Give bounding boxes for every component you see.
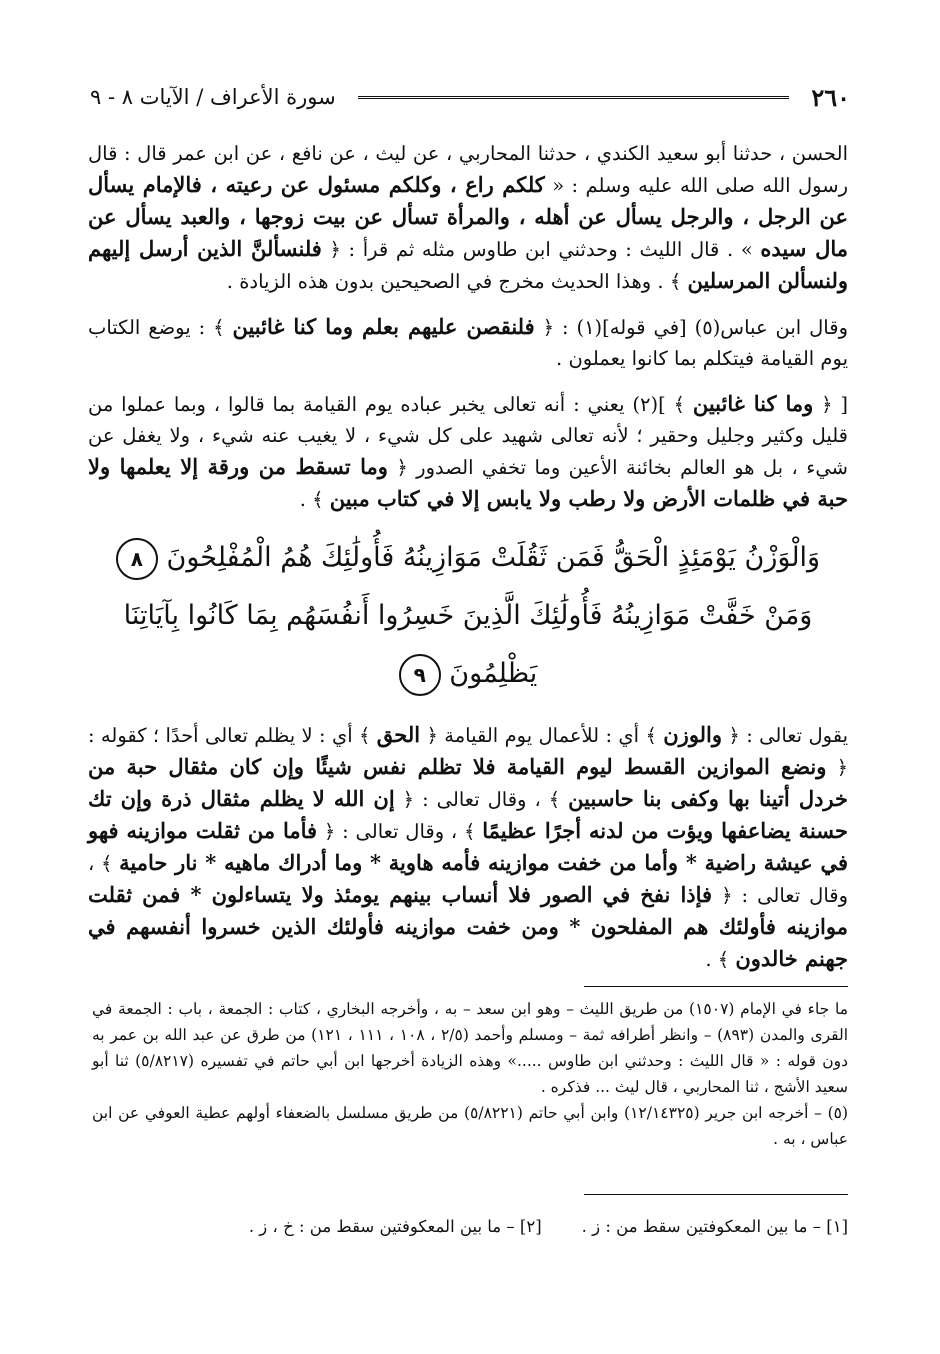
footnotes xyxy=(92,996,848,1152)
text-run: يقول تعالى : ﴿ xyxy=(722,724,849,747)
paragraph-ibn-abbas xyxy=(88,311,848,374)
paragraph-explanation xyxy=(88,388,848,515)
quran-quote: والوزن xyxy=(663,722,723,747)
text-run: ﴾ . وهذا الحديث مخرج في الصحيحين بدون هذه الزيادة . xyxy=(226,270,688,293)
editor-notes-rule xyxy=(584,1194,848,1195)
editor-note-1: [١] – ما بين المعكوفتين سقط من : ز . xyxy=(581,1217,848,1236)
footnote-rule xyxy=(584,986,848,987)
editor-note-2: [٢] – ما بين المعكوفتين سقط من : خ ، ز . xyxy=(248,1217,542,1236)
text-run: » . قال الليث : وحدثني ابن طاوس مثله ثم قرأ : ﴿ xyxy=(321,238,761,261)
paragraph-hadith xyxy=(88,138,848,297)
quran-verse-block xyxy=(88,529,848,703)
running-title: سورة الأعراف / الآيات ٨ - ٩ xyxy=(90,85,336,109)
hadith-text: كلكم راع ، وكلكم مسئول عن رعيته ، فالإمام يسأل عن الرجل ، والرجل يسأل عن أهله ، والمرأة تسأل عن بيت زوجها ، والعبد يسأل عن مال سيده xyxy=(88,172,848,261)
paragraph-tafsir xyxy=(88,719,848,975)
text-run: وقال ابن عباس(٥) [في قوله](١) : ﴿ xyxy=(534,316,848,339)
text-run: ﴾ ، وقال تعالى : ﴿ xyxy=(394,788,569,811)
text-run: ﴾ ، وقال تعالى : ﴿ xyxy=(88,852,848,907)
text-run: ﴾ ، وقال تعالى : ﴿ xyxy=(317,820,483,843)
footnote: (٥) – أخرجه ابن جرير (١٢/١٤٣٢٥) وابن أبي حاتم (٥/٨٢٢١) من طريق مسلسل بالضعفاء أولهم عطية العوفي عن ابن عباس ، به . xyxy=(92,1104,849,1148)
quran-quote: فأما من ثقلت موازينه فهو في عيشة راضية * وأما من خفت موازينه فأمه هاوية * وما أدراك ماهيه * نار حامية xyxy=(88,818,848,875)
text-run: الحسن ، حدثنا أبو سعيد الكندي ، حدثنا المحاربي ، عن ليث ، عن نافع ، عن ابن عمر قال : قال رسول الله صلى الله عليه وسلم : « xyxy=(88,142,848,197)
text-run: [ ﴿ xyxy=(813,393,849,416)
text-run: ﴾ ](٢) يعني : أنه تعالى يخبر عباده يوم القيامة بما قالوا ، وبما عملوا من قليل وكثير وجليل وحقير ؛ لأنه تعالى شهيد على كل شيء ، لا يغيب عنه شيء ، ولا يغفل عن شيء ، بل هو العالم بخائنة الأعين وما تخفي الصدور ﴿ xyxy=(88,393,848,479)
verse-9-text: وَمَنْ خَفَّتْ مَوَازِينُهُ فَأُولَٰئِكَ الَّذِينَ خَسِرُوا أَنفُسَهُم بِمَا كَانُوا بِآيَاتِنَا يَظْلِمُونَ xyxy=(123,600,813,689)
header-rule xyxy=(358,96,790,99)
page-number: ٢٦٠ xyxy=(811,82,850,112)
quran-quote: فإذا نفخ في الصور فلا أنساب بينهم يومئذ ولا يتساءلون * فمن ثقلت موازينه فأولئك هم المفلحون * ومن خفت موازينه فأولئك الذين خسروا أنفسهم في جهنم خالدون xyxy=(88,882,848,971)
editor-notes xyxy=(92,1214,848,1240)
main-text xyxy=(88,138,848,989)
quran-quote: فلنسألنَّ الذين أرسل إليهم ولنسألن المرسلين xyxy=(88,236,848,293)
verse-number-8: ٨ xyxy=(116,538,158,580)
text-run: ﴾ . xyxy=(299,488,330,511)
text-run: ﴾ . xyxy=(705,948,736,971)
quran-quote: وما تسقط من ورقة إلا يعلمها ولا حبة في ظلمات الأرض ولا رطب ولا يابس إلا في كتاب مبين xyxy=(88,454,848,511)
page-header xyxy=(90,80,850,114)
quran-quote: وما كنا غائبين xyxy=(692,391,814,416)
text-run: ﴾ أي : للأعمال يوم القيامة ﴿ xyxy=(420,724,664,747)
quran-quote: ونضع الموازين القسط ليوم القيامة فلا تظلم نفس شيئًا وإن كان مثقال حبة من خردل أتينا بها وكفى بنا حاسبين xyxy=(88,754,848,811)
quran-quote: فلنقصن عليهم بعلم وما كنا غائبين xyxy=(232,314,535,339)
text-run: ﴾ : يوضع الكتاب يوم القيامة فيتكلم بما كانوا يعملون . xyxy=(88,316,848,370)
verse-8-text: وَالْوَزْنُ يَوْمَئِذٍ الْحَقُّ فَمَن ثَقُلَتْ مَوَازِينُهُ فَأُولَٰئِكَ هُمُ الْمُفْلِحُونَ xyxy=(166,542,821,573)
quran-quote: إن الله لا يظلم مثقال ذرة وإن تك حسنة يضاعفها ويؤت من لدنه أجرًا عظيمًا xyxy=(88,786,848,843)
footnote: ما جاء في الإمام (١٥٠٧) من طريق الليث – وهو ابن سعد – به ، وأخرجه البخاري ، كتاب : الجمعة ، باب : الجمعة في القرى والمدن (٨٩٣) – وانظر أطرافه ثمة – ومسلم وأحمد (٢/٥ ، ١٠٨ ، ١١١ ، ١٢١) من طرق عن عبد الله بن عمر به دون قوله : « قال الليث : وحدثني ابن طاوس .....» وهذه الزيادة أخرجها ابن أبي حاتم في تفسيره (٥/٨٢١٧) ثنا أبو سعيد الأشج ، ثنا المحاربي ، قال ليث ... فذكره . xyxy=(92,1000,848,1096)
quran-quote: الحق xyxy=(376,722,421,747)
text-run: ﴾ أي : لا يظلم تعالى أحدًا ؛ كقوله : ﴿ xyxy=(88,724,848,779)
verse-number-9: ٩ xyxy=(399,654,441,696)
